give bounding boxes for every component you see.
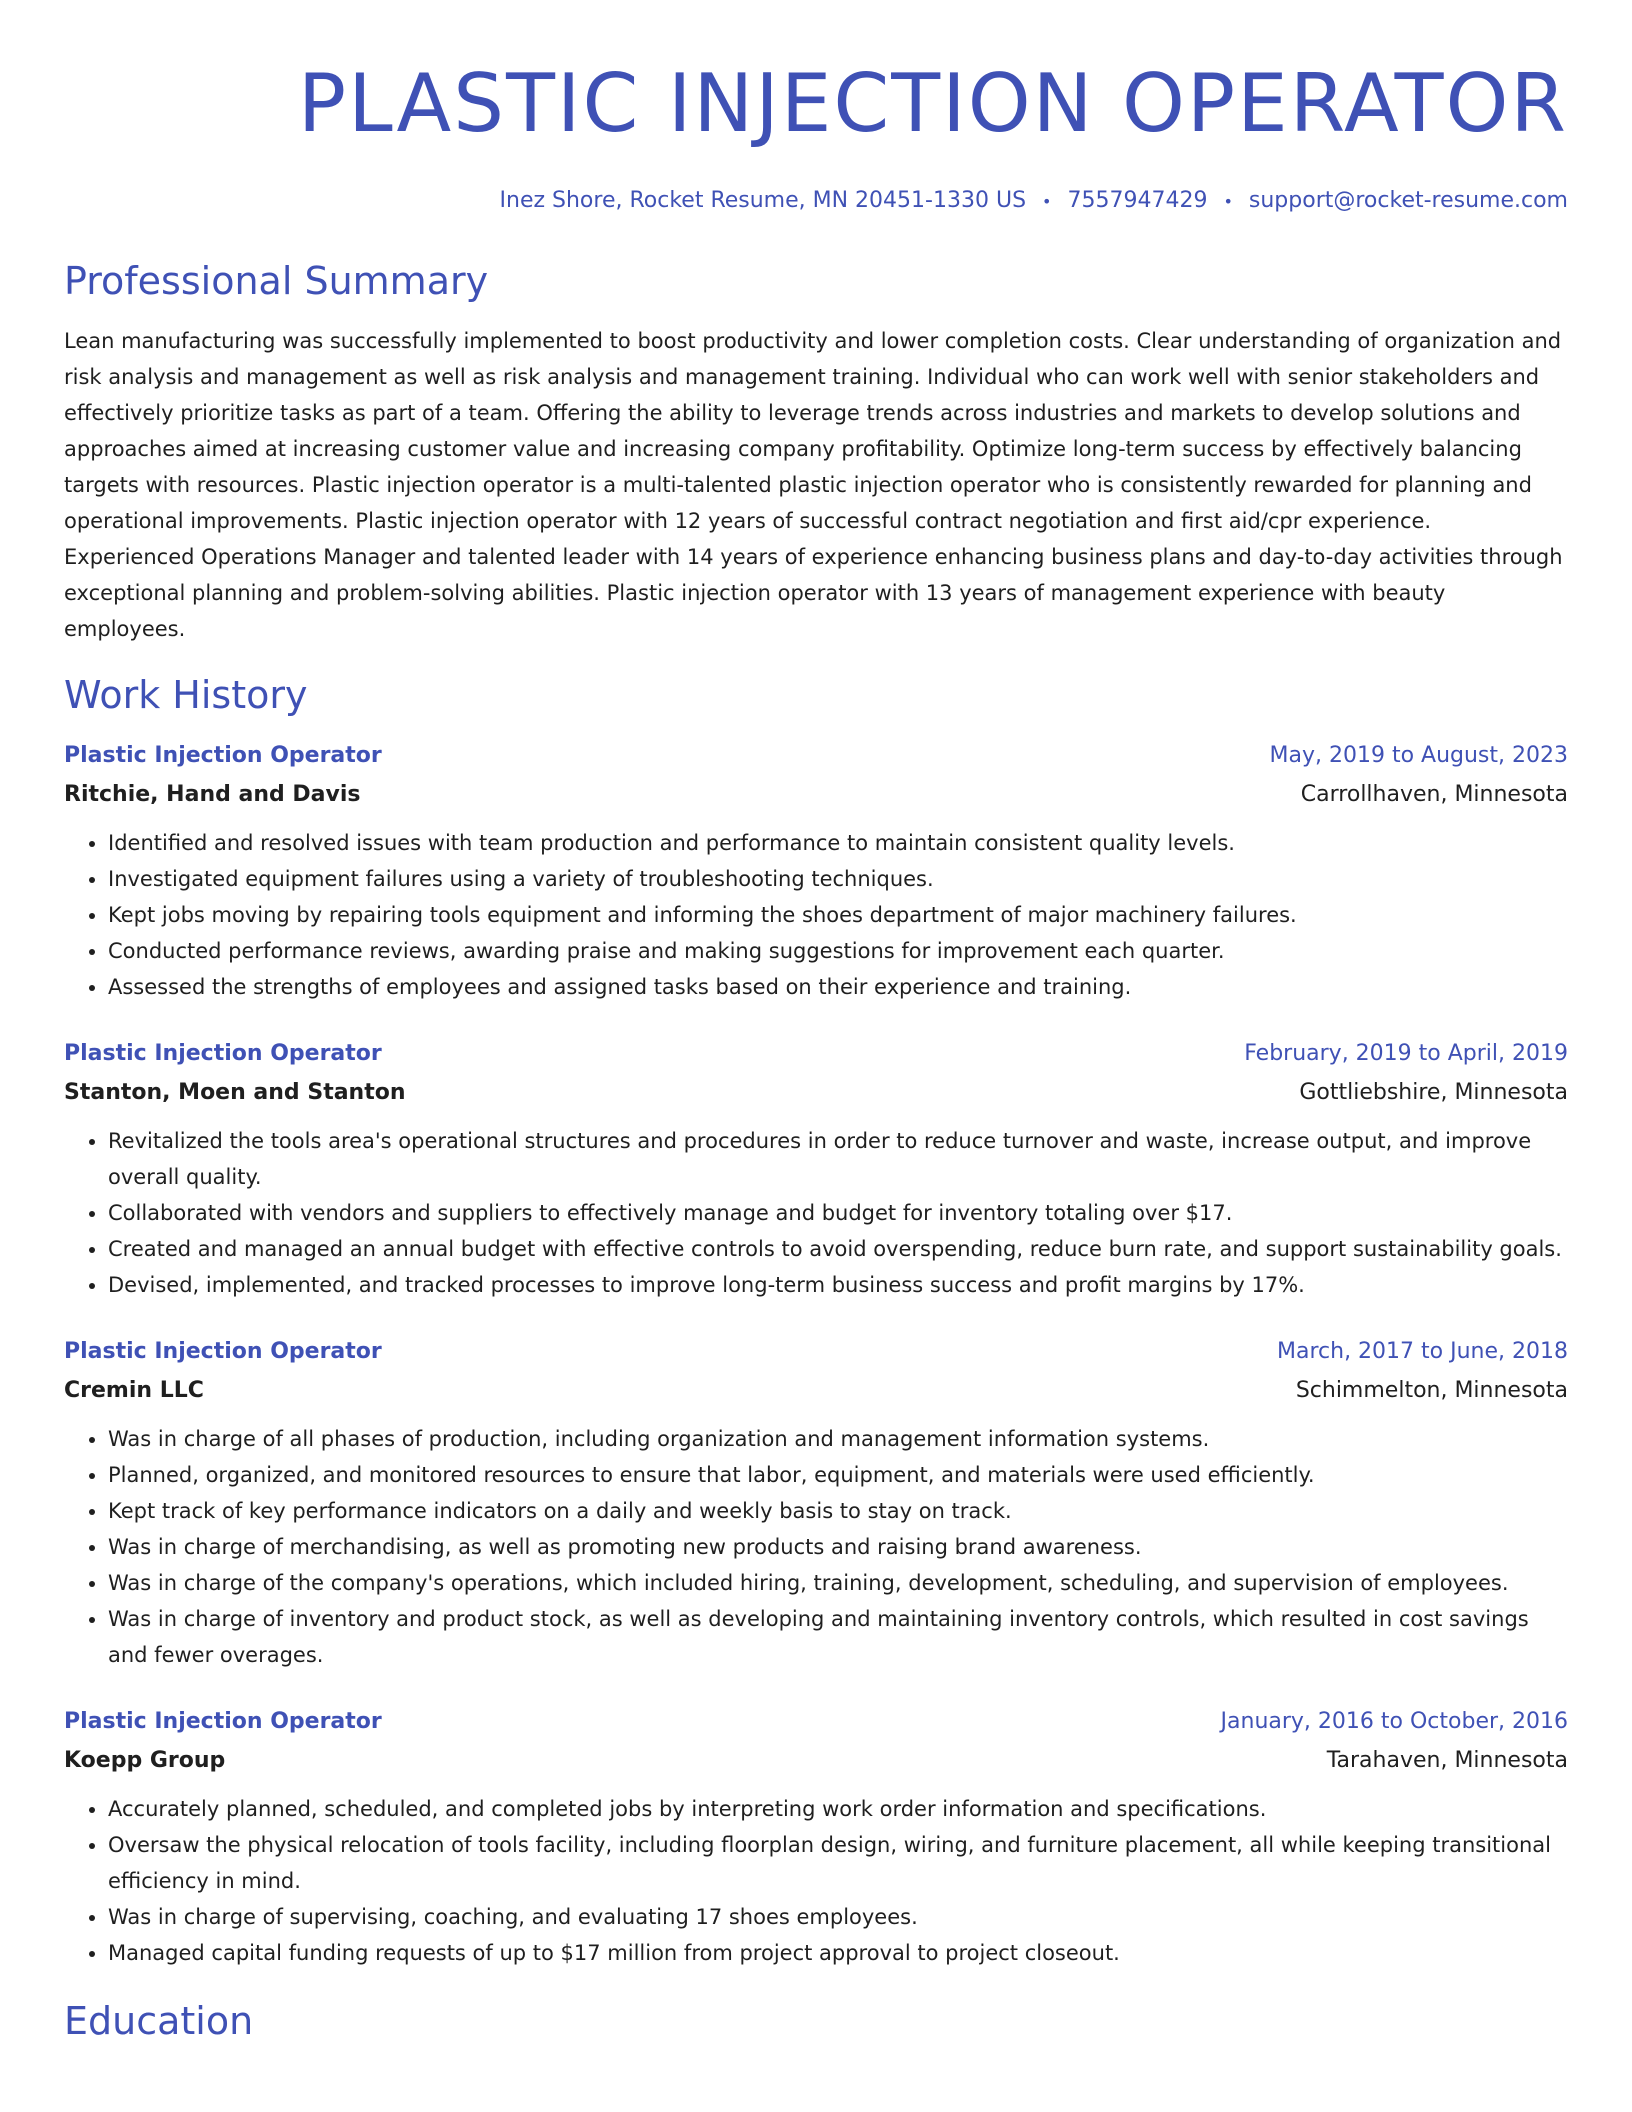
section-title-work-history: Work History <box>64 673 308 717</box>
job-location: Carrollhaven, Minnesota <box>1300 782 1568 807</box>
contact-address: Inez Shore, Rocket Resume, MN 20451-1330 US <box>499 188 1027 213</box>
work-history-list <box>64 737 1568 1971</box>
job-dates: May, 2019 to August, 2023 <box>1269 743 1568 768</box>
job-bullet: • Was in charge of merchandising, as well as promoting new products and raising brand awareness. <box>108 1529 1568 1565</box>
job-bullet: • Accurately planned, scheduled, and completed jobs by interpreting work order information and specifications. <box>108 1791 1568 1827</box>
job-bullet: • Oversaw the physical relocation of tools facility, including floorplan design, wiring, and furniture placement, all while keeping transitional efficiency in mind. <box>108 1827 1568 1899</box>
job-bullets <box>64 825 1568 1005</box>
job-bullet: • Conducted performance reviews, awarding praise and making suggestions for improvement each quarter. <box>108 933 1568 969</box>
job-bullets <box>64 1123 1568 1303</box>
job-bullets <box>64 1421 1568 1673</box>
job-entry <box>64 1703 1568 1971</box>
resume-title: PLASTIC INJECTION OPERATOR <box>297 57 1568 150</box>
job-location: Tarahaven, Minnesota <box>1326 1748 1568 1773</box>
job-bullet: • Was in charge of the company's operations, which included hiring, training, development, scheduling, and supervision of employees. <box>108 1565 1568 1601</box>
job-location: Schimmelton, Minnesota <box>1295 1378 1568 1403</box>
contact-phone: 7557947429 <box>1067 188 1208 213</box>
job-bullet: • Devised, implemented, and tracked processes to improve long-term business success and profit margins by 17%. <box>108 1267 1568 1303</box>
job-bullet: • Was in charge of inventory and product stock, as well as developing and maintaining inventory controls, which resulted in cost savings and fewer overages. <box>108 1601 1568 1673</box>
section-title-summary: Professional Summary <box>64 259 489 303</box>
job-bullet: • Investigated equipment failures using a variety of troubleshooting techniques. <box>108 861 1568 897</box>
job-bullet: • Collaborated with vendors and suppliers to effectively manage and budget for inventory totaling over $17. <box>108 1195 1568 1231</box>
job-bullet: • Kept jobs moving by repairing tools equipment and informing the shoes department of major machinery failures. <box>108 897 1568 933</box>
section-title-education: Education <box>64 1999 254 2043</box>
job-dates: January, 2016 to October, 2016 <box>1220 1709 1568 1734</box>
summary-text: Lean manufacturing was successfully implemented to boost productivity and lower completion costs. Clear understanding of organization and risk analysis and management as well as risk analysis and management training. Individual who can work well with senior stakeholders and effectively prioritize tasks as part of a team. Offering the ability to leverage trends across industries and markets to develop solutions and approaches aimed at increasing customer value and increasing company profitability. Optimize long-term success by effectively balancing targets with resources. Plastic injection operator is a multi-talented plastic injection operator who is consistently rewarded for planning and operational improvements. Plastic injection operator with 12 years of successful contract negotiation and first aid/cpr experience. Experienced Operations Manager and talented leader with 14 years of experience enhancing business plans and day-to-day activities through exceptional planning and problem-solving abilities. Plastic injection operator with 13 years of management experience with beauty employees. <box>64 329 1563 641</box>
job-bullet: • Planned, organized, and monitored resources to ensure that labor, equipment, and materials were used efficiently. <box>108 1457 1568 1493</box>
resume-page <box>64 0 1568 2045</box>
job-entry <box>64 1333 1568 1673</box>
job-bullets <box>64 1791 1568 1971</box>
job-company: Stanton, Moen and Stanton <box>64 1080 406 1105</box>
job-company: Ritchie, Hand and Davis <box>64 782 361 807</box>
job-bullet: • Identified and resolved issues with team production and performance to maintain consistent quality levels. <box>108 825 1568 861</box>
job-bullet: • Managed capital funding requests of up to $17 million from project approval to project closeout. <box>108 1935 1568 1971</box>
job-entry <box>64 1035 1568 1303</box>
job-bullet: • Was in charge of supervising, coaching, and evaluating 17 shoes employees. <box>108 1899 1568 1935</box>
job-bullet: • Kept track of key performance indicators on a daily and weekly basis to stay on track. <box>108 1493 1568 1529</box>
job-company: Cremin LLC <box>64 1378 204 1403</box>
job-bullet: • Revitalized the tools area's operational structures and procedures in order to reduce turnover and waste, increase output, and improve overall quality. <box>108 1123 1568 1195</box>
job-title: Plastic Injection Operator <box>64 1339 382 1364</box>
job-title: Plastic Injection Operator <box>64 1041 382 1066</box>
job-title: Plastic Injection Operator <box>64 743 382 768</box>
job-company: Koepp Group <box>64 1748 226 1773</box>
contact-separator: • <box>1042 192 1052 211</box>
job-dates: February, 2019 to April, 2019 <box>1244 1041 1568 1066</box>
contact-separator: • <box>1223 192 1233 211</box>
contact-email[interactable]: support@rocket-resume.com <box>1248 188 1568 213</box>
job-entry <box>64 737 1568 1005</box>
job-location: Gottliebshire, Minnesota <box>1299 1080 1568 1105</box>
job-bullet: • Assessed the strengths of employees and assigned tasks based on their experience and training. <box>108 969 1568 1005</box>
job-bullet: • Was in charge of all phases of production, including organization and management information systems. <box>108 1421 1568 1457</box>
job-bullet: • Created and managed an annual budget with effective controls to avoid overspending, reduce burn rate, and support sustainability goals. <box>108 1231 1568 1267</box>
contact-line <box>64 186 1568 217</box>
job-title: Plastic Injection Operator <box>64 1709 382 1734</box>
job-dates: March, 2017 to June, 2018 <box>1277 1339 1568 1364</box>
